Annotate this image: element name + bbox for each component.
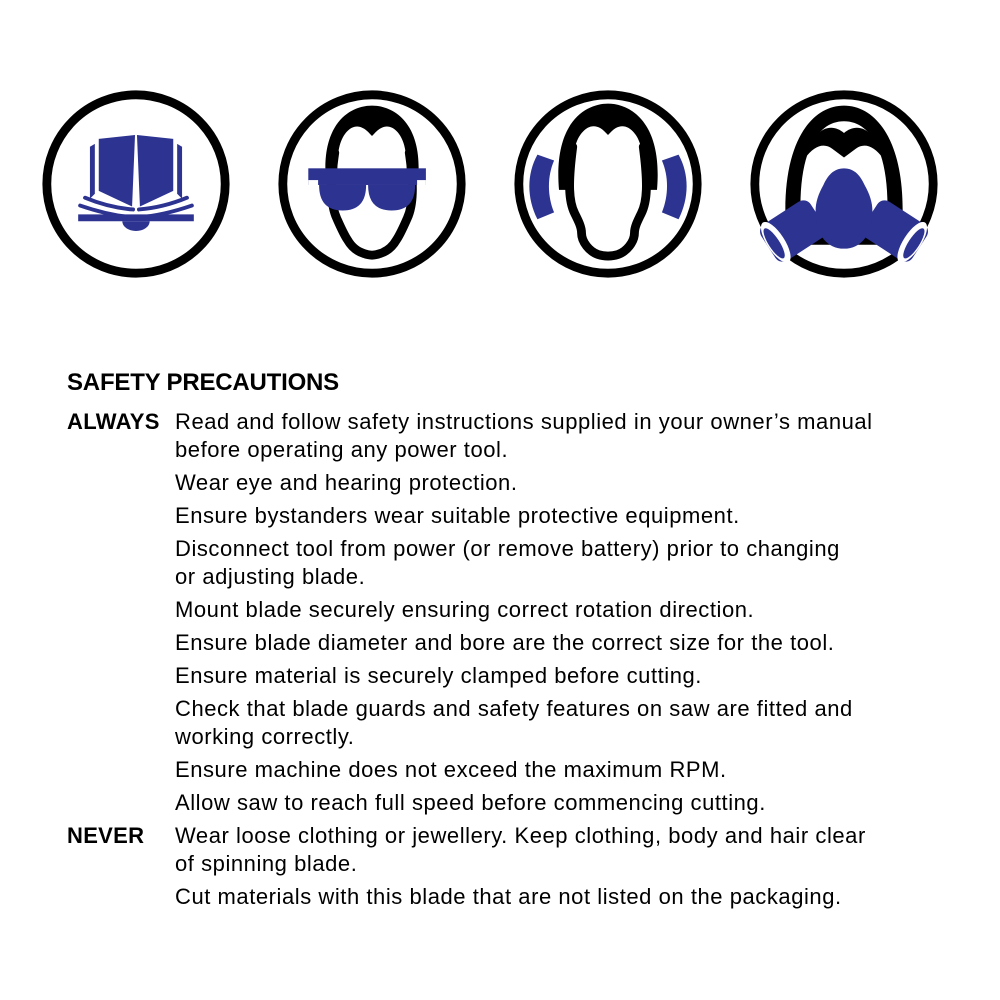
list-item xyxy=(175,789,937,817)
section-always xyxy=(67,408,937,822)
list-item xyxy=(175,469,937,497)
precaution-line: Ensure material is securely clamped before cutting. xyxy=(175,663,702,688)
precaution-line: Check that blade guards and safety features on saw are fitted and xyxy=(175,696,853,721)
respirator-icon xyxy=(746,86,942,282)
precaution-line: working correctly. xyxy=(175,724,355,749)
section-label-always: ALWAYS xyxy=(67,409,160,434)
precaution-line: Wear eye and hearing protection. xyxy=(175,470,518,495)
section-label-never: NEVER xyxy=(67,823,145,848)
pictogram-ring xyxy=(47,95,225,273)
section-never xyxy=(67,822,937,916)
precaution-line: or adjusting blade. xyxy=(175,564,366,589)
list-item xyxy=(175,502,937,530)
section-items-never xyxy=(175,822,937,916)
precaution-line: Ensure machine does not exceed the maximum RPM. xyxy=(175,757,727,782)
precaution-line: Ensure bystanders wear suitable protective equipment. xyxy=(175,503,740,528)
list-item xyxy=(175,695,937,751)
open-book-manual-icon xyxy=(38,86,234,282)
precautions-text-block xyxy=(67,368,937,916)
safety-pictogram-row xyxy=(38,86,942,282)
precaution-line: Cut materials with this blade that are not listed on the packaging. xyxy=(175,884,842,909)
section-items-always xyxy=(175,408,937,822)
precaution-line: of spinning blade. xyxy=(175,851,358,876)
list-item xyxy=(175,535,937,591)
list-item xyxy=(175,822,937,878)
precaution-line: Disconnect tool from power (or remove battery) prior to changing xyxy=(175,536,840,561)
list-item xyxy=(175,756,937,784)
page-title: SAFETY PRECAUTIONS xyxy=(67,369,339,396)
precaution-line: before operating any power tool. xyxy=(175,437,509,462)
precaution-line: Wear loose clothing or jewellery. Keep clothing, body and hair clear xyxy=(175,823,866,848)
safety-glasses-icon xyxy=(274,86,470,282)
ear-protection-icon xyxy=(510,86,706,282)
list-item xyxy=(175,408,937,464)
precaution-line: Ensure blade diameter and bore are the correct size for the tool. xyxy=(175,630,835,655)
precaution-line: Allow saw to reach full speed before commencing cutting. xyxy=(175,790,766,815)
precaution-line: Read and follow safety instructions supplied in your owner’s manual xyxy=(175,409,873,434)
list-item xyxy=(175,662,937,690)
list-item xyxy=(175,596,937,624)
list-item xyxy=(175,883,937,911)
list-item xyxy=(175,629,937,657)
precaution-line: Mount blade securely ensuring correct rotation direction. xyxy=(175,597,755,622)
